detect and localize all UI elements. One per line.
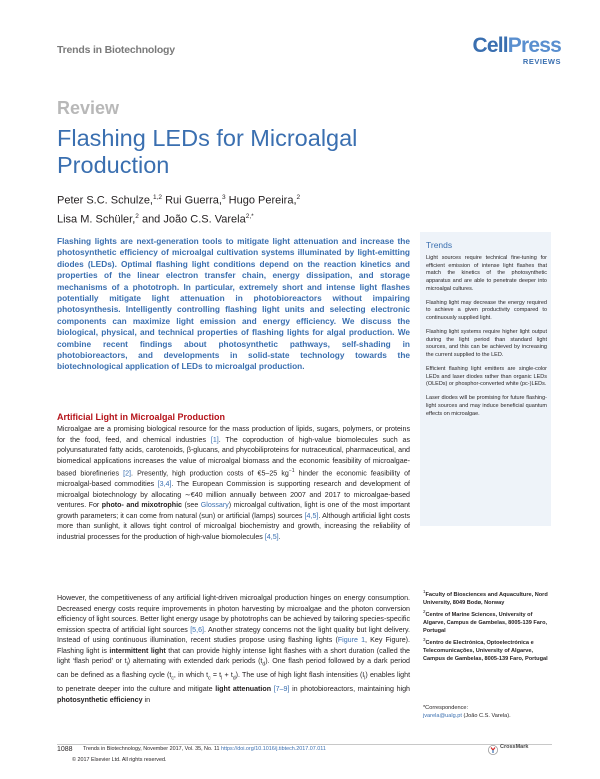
author-line-2: Lisa M. Schüler,$^2$ and João C.S. Varela$^{2,*}$ bbox=[57, 212, 254, 226]
body-paragraph-2: However, the competitiveness of any artificial light-driven microalgal production hinges on energy consumption. Decreased energy costs require improvements in photon harvesting by microalgae and the photon conversion efficiency of light sources. Better light energy usage by phototrophs can be achieved by tailoring species-specific emission spectra of artificial light sources [5,6]. Another strategy concerns not the light quality but light delivery. Instead of using continuous illumination, recent studies propose using flashing lights (Figure 1, Key Figure). Flashing light is intermittent light that can provide highly intense light flashes with a short duration (called the light ‘flash period’ or $t_l$) alternating with extended dark periods $(t_d)$. One flash period followed by a dark period can be defined as a flashing cycle ($t_c$, in which $t_c = t_l + t_d$). The use of high light flash intensities $(I_l)$ enables light to penetrate deeper into the culture and mitigate light attenuation [7–9] in photobioreactors, maintaining high photosynthetic efficiency in bbox=[57, 594, 411, 704]
journal-name: Trends in Biotechnology bbox=[57, 44, 175, 56]
reference-link[interactable]: [4,5] bbox=[264, 532, 279, 541]
trends-item: Flashing light systems require higher light output during the light period than standard light sources, and this can be achieved by increasing the current supplied to the LED. bbox=[426, 329, 547, 359]
reference-link[interactable]: [7–9] bbox=[273, 685, 290, 694]
figure-link[interactable]: Figure 1 bbox=[337, 636, 366, 645]
reference-link[interactable]: [3,4] bbox=[157, 480, 172, 489]
article-type-label: Review bbox=[57, 98, 120, 118]
page-number: 1088 bbox=[57, 746, 73, 753]
trends-item: Light sources require technical fine-tuning for efficient emission of intense light flashes that match the kinetics of the photosynthetic apparatus and are able to penetrate deeper into microalgal cultures. bbox=[426, 255, 547, 292]
abstract: Flashing lights are next-generation tools to mitigate light attenuation and increase the photosynthetic efficiency of microalgal cultivation systems illuminated by light-emitting diodes (LEDs). Optimal flashing light conditions depend on the reaction kinetics and properties of the linear electron transfer chain, energy dissipation, and storage mechanisms of a phototroph. In particular, extremely short and intense light flashes potentially mitigate light attenuation in photobioreactors without impairing photosynthesis. Intelligently controlling flashing light units and selecting electronic components can maximize light emission and energy efficiency. We discuss the biological, physical, and technical properties of flashing lights for algal production. We combine recent findings about photosynthetic pathways, self-shading in photobioreactors, and developments in solid-state technology towards the biotechnological application of LEDs to microalgal production. bbox=[57, 236, 410, 372]
section-heading: Artificial Light in Microalgal Production bbox=[57, 412, 226, 422]
cellpress-logo[interactable] bbox=[451, 35, 561, 66]
footer-divider bbox=[57, 744, 552, 745]
correspondence-name: (João C.S. Varela). bbox=[461, 712, 511, 719]
glossary-term: photo- and mixotrophic bbox=[101, 501, 183, 510]
affiliation-item: $^1$Faculty of Biosciences and Aquaculture, Nord University, 8049 Bodø, Norway bbox=[423, 589, 548, 606]
logo-brand-cell: Cell bbox=[472, 34, 508, 57]
glossary-term: intermittent light bbox=[109, 646, 166, 655]
crossmark-icon[interactable] bbox=[488, 742, 498, 752]
reference-link[interactable]: [4,5] bbox=[304, 511, 319, 520]
footer-citation: Trends in Biotechnology, November 2017, Vol. 35, No. 11 https://doi.org/10.1016/j.tibtech.2017.07.011 bbox=[83, 746, 326, 752]
reference-link[interactable]: [5,6] bbox=[190, 625, 205, 634]
author-line-1: Peter S.C. Schulze,$^{1,2}$ Rui Guerra,$^3$ Hugo Pereira,$^2$ bbox=[57, 194, 301, 207]
body-paragraph-1: Microalgae are a promising biological resource for the mass production of lipids, sugars, polymers, or proteins for the food, feed, and chemical industries [1]. The coproduction of high-value biomolecules such as polyunsaturated fatty acids, carotenoids, β-glucans, and phycobiliproteins for nutraceutical, pharmaceutical, and biomedical applications increases the value of microalgal biomass and the economic feasibility of microalgae-based biorefineries [2]. Presently, high production costs of €5–25 $kg^{-1}$ hinder the economic feasibility of microalgal-based commodities [3,4]. The European Commission is supporting research and development of microalgal biotechnology by allocating ∼€40 million annually between 2007 and 2017 to microalgae-based ventures. For photo- and mixotrophic (see Glossary) microalgal cultivation, light is one of the most important growth parameters; it can come from natural (sun) or artificial (lamps) sources [4,5]. Although artificial light costs more than sunlight, it allows tight control of microalgal biochemistry and growth, increasing the reliability of industrial processes for the production of high-value biomolecules [4,5]. bbox=[57, 425, 411, 541]
trends-item: Laser diodes will be promising for future flashing-light sources and may induce beneficial quantum effects on microalgae. bbox=[426, 395, 547, 417]
glossary-term: photosynthetic efficiency bbox=[57, 695, 143, 704]
author-list bbox=[57, 190, 357, 227]
crossmark-label[interactable]: CrossMark bbox=[500, 744, 529, 750]
correspondence bbox=[423, 705, 553, 720]
affiliations bbox=[423, 588, 553, 664]
glossary-term: light attenuation bbox=[215, 685, 272, 694]
trends-item: Flashing light may decrease the energy required to achieve a given productivity compared to continuously supplied light. bbox=[426, 299, 547, 322]
trends-title: Trends bbox=[426, 240, 453, 250]
trends-list bbox=[426, 255, 547, 425]
reference-link[interactable]: [1] bbox=[210, 435, 219, 444]
reference-link[interactable]: [2] bbox=[123, 469, 132, 478]
affiliation-item: $^3$Centro de Electrónica, Optoelectrónica e Telecomunicações, University of Algarve, Campus de Gambelas, 8005-139 Faro, Portugal bbox=[423, 637, 548, 662]
logo-subtitle: REVIEWS bbox=[522, 57, 561, 66]
logo-brand-press: Press bbox=[507, 34, 561, 57]
doi-link[interactable]: https://doi.org/10.1016/j.tibtech.2017.07.011 bbox=[221, 746, 326, 752]
email-link[interactable]: jvarela@ualg.pt bbox=[423, 712, 462, 719]
trends-item: Efficient flashing light emitters are single-color LEDs and laser diodes rather than organic LEDs (OLEDs) or phosphor-converted white (pc-)LEDs. bbox=[426, 366, 547, 388]
glossary-link[interactable]: Glossary bbox=[200, 501, 229, 510]
correspondence-label: *Correspondence: bbox=[423, 705, 469, 711]
article-title: Flashing LEDs for Microalgal Production bbox=[57, 125, 358, 178]
affiliation-item: $^2$Centre of Marine Sciences, University of Algarve, Campus de Gambelas, 8005-139 Faro, Portugal bbox=[423, 609, 548, 634]
copyright: © 2017 Elsevier Ltd. All rights reserved. bbox=[72, 757, 167, 763]
